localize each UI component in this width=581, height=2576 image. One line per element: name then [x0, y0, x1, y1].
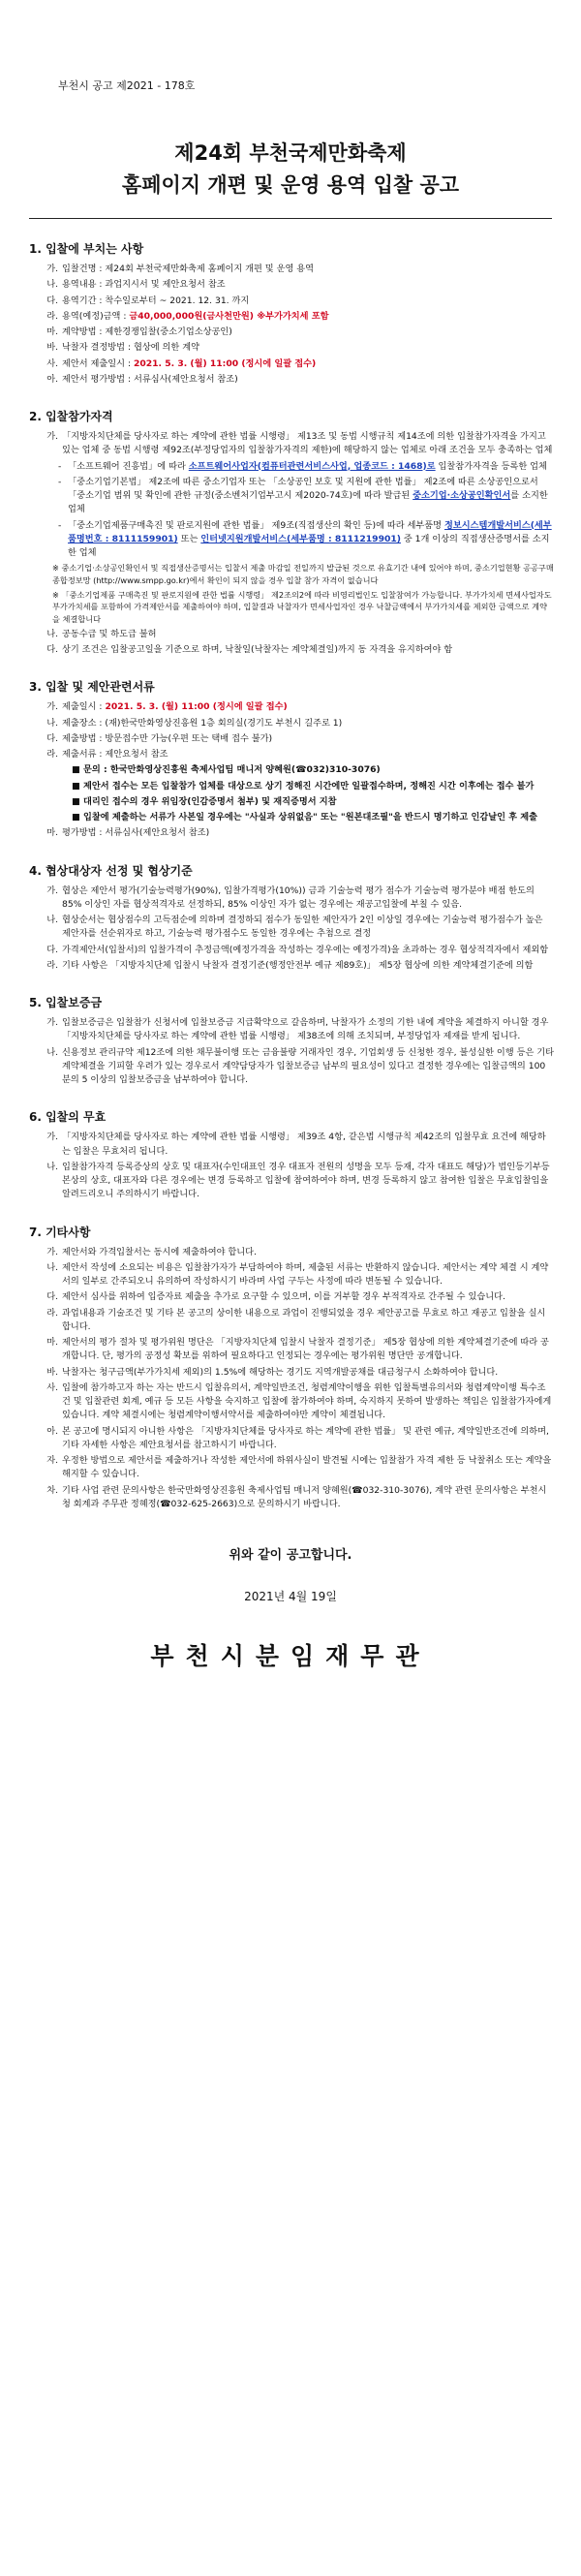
list-item: 나. 협상순서는 협상점수의 고득점순에 의하며 결정하되 점수가 동일한 제안자가 2인 이상일 경우에는 기술능력 평가점수가 높은 제안자를 선순위자로 하고, 기술능력 평가점수도 동일한 경우에는 추첨으로 결정: [46, 915, 543, 940]
list-item: 차. 기타 사업 관련 문의사항은 한국만화영상진흥원 축제사업팀 매니저 양혜원(☎032-310-3076), 계약 관련 문의사항은 부천시청 회계과 주무관 정혜정(☎032-625-2663)으로 문의하시기 바랍니다.: [46, 1484, 547, 1509]
list-item: ■ 제안서 접수는 모든 입찰참가 업체를 대상으로 상기 정해진 시간에만 일괄접수하며, 정해진 시간 이후에는 접수 불가: [72, 780, 535, 791]
list-item: 마. 제안서의 평가 절차 및 평가위원 명단은 「지방자치단체 입찰시 낙찰자 결정기준」 제5장 협상에 의한 계약체결기준에 따라 공개합니다. 단, 평가의 공정성 확보를 위하여 필요하다고 인정되는 경우에는 평가위원 명단만 공개합니다.: [46, 1337, 549, 1362]
list-item: 아. 본 공고에 명시되지 아니한 사항은 「지방자치단체를 당사자로 하는 계약에 관한 법률」 및 관련 예규, 계약일반조건에 의하며, 기타 자세한 사항은 제안요청서를 참고하시기 바랍니다.: [46, 1425, 549, 1450]
list-item: 바. 낙찰자는 청구금액(부가가치세 제외)의 1.5%에 해당하는 경기도 지역개발공채를 대금청구시 소화하여야 합니다.: [46, 1366, 499, 1378]
notice-date: 2021년 4월 19일: [244, 1590, 337, 1604]
list-item: 가. 입찰건명 : 제24회 부천국제만화축제 홈페이지 개편 및 운영 용역: [46, 264, 315, 275]
list-item: ■ 문의 : 한국만화영상진흥원 축제사업팀 매니저 양혜원(☎032)310-3076): [72, 764, 381, 776]
list-item: 사. 입찰에 참가하고자 하는 자는 반드시 입찰유의서, 계약일반조건, 청렴계약이행을 위한 입찰특별유의서와 청렴계약이행 특수조건 및 입찰관련 회계, 예규 등 모든 사항을 숙지하고 입찰에 참가하여야 하며, 숙지하지 못하여 발생하는 책임은 입찰참가자에게 있습니다. 계약 체결시에는 청렴계약이행서약서를 제출하여야만 계약이 체결됩니다.: [46, 1381, 552, 1421]
title-line-2: 홈페이지 개편 및 운영 용역 입찰 공고: [121, 172, 460, 197]
list-item: 다. 가격제안서(입찰서)의 입찰가격이 추정금액(예정가격을 작성하는 경우에는 예정가격)을 초과하는 경우 협상적격자에서 제외함: [46, 944, 549, 955]
section-7-heading: 7. 기타사항: [29, 1225, 91, 1239]
list-item: 가. 「지방자치단체를 당사자로 하는 계약에 관한 법률 시행령」 제13조 및 동법 시행규칙 제14조에 의한 입찰참가자격을 가지고 있는 업체 중 동법 시행령 제92조(부정당업자의 입찰참가자격의 제한)에 해당하지 않는 업체로 아래 조건을 모두 충족하는 업체: [46, 431, 553, 456]
list-item: 나. 공동수급 및 하도급 불허: [46, 628, 157, 639]
list-item: 나. 입찰참가자격 등록증상의 상호 및 대표자(수인대표인 경우 대표자 전원의 성명을 모두 등재, 각자 대표도 해당)가 법인등기부등본상의 상호, 대표자와 다른 경우에는 변경 등록하고 입찰에 참여하여야 하며, 변경 등록하지 않고 참여한 입찰은 무효입찰임을 알려드리오니 주의하시기 바랍니다.: [46, 1161, 550, 1200]
list-item: 라. 제출서류 : 제안요청서 참조: [46, 749, 168, 760]
list-item: 다. 용역기간 : 착수일로부터 ~ 2021. 12. 31. 까지: [46, 295, 250, 306]
title-divider: [29, 218, 552, 219]
list-item: 가. 「지방자치단체를 당사자로 하는 계약에 관한 법률 시행령」 제39조 4항, 같은법 시행규칙 제42조의 입찰무효 요건에 해당하는 입찰은 무효처리 됩니다.: [46, 1132, 546, 1157]
section-7-body: [39, 1246, 554, 1512]
section-2-body: [39, 430, 554, 657]
list-item: 가. 제출일시 : 2021. 5. 3. (월) 11:00 (정시에 일괄 접수): [46, 701, 288, 713]
list-item: 가. 입찰보증금은 입찰참가 신청서에 입찰보증금 지급확약으로 갈음하며, 낙찰자가 소정의 기한 내에 계약을 체결하지 아니할 경우 「지방자치단체를 당사자로 하는 계약에 관한 법률 시행령」 제38조에 의해 조치되며, 부정당업자 제재를 받게 됩니다.: [46, 1017, 549, 1042]
list-item: 다. 상기 조건은 입찰공고일을 기준으로 하며, 낙찰일(낙찰자는 계약체결일)까지 동 자격을 유지하여야 함: [46, 644, 453, 656]
list-item: 나. 신용정보 관리규약 제12조에 의한 채무불이행 또는 금융불량 거래자인 경우, 기업회생 등 신청한 경우, 불성실한 이행 등은 기타 계약체결을 기피할 우려가 있는 경우로서 계약담당자가 입찰보증금 납부의 필요성이 있다고 결정한 경우에는 입찰금액의 100분의 5 이상의 입찰보증금을 납부하여야 합니다.: [46, 1046, 555, 1086]
list-item: 바. 낙찰자 결정방법 : 협상에 의한 계약: [46, 342, 199, 354]
section-6-heading: 6. 입찰의 무효: [29, 1110, 107, 1125]
section-1-body: [39, 263, 554, 387]
section-6-body: [39, 1131, 554, 1201]
page-title: [0, 138, 581, 201]
section-3-heading: 3. 입찰 및 제안관련서류: [29, 680, 155, 695]
list-item: 다. 제안서 심사를 위하여 입증자료 제출을 추가로 요구할 수 있으며, 이를 거부할 경우 부적격자로 간주될 수 있습니다.: [46, 1291, 505, 1303]
section-2-heading: 2. 입찰참가자격: [29, 410, 113, 424]
list-item: 나. 제출장소 : (재)한국만화영상진흥원 1층 회의실(경기도 부천시 길주로 1): [46, 717, 343, 729]
list-item: ■ 대리인 접수의 경우 위임장(인감증명서 첨부) 및 재직증명서 지참: [72, 795, 337, 807]
list-item: - 「중소기업제품구매촉진 및 판로지원에 관한 법률」 제9조(직접생산의 확인 등)에 따라 세부품명 정보시스템개발서비스(세부품명번호 : 8111159901) 또는 인터넷지원개발서비스(세부품명 : 8111219901) 중 1개 이상의 직접생산증명서를 소지한 업체: [58, 519, 552, 559]
closing-statement: 위와 같이 공고합니다.: [229, 1548, 352, 1564]
list-item: 마. 평가방법 : 서류심사(제안요청서 참조): [46, 827, 210, 839]
list-item: 자. 우정한 방법으로 제안서를 제출하거나 작성한 제안서에 하위사실이 발견될 시에는 입찰참가 자격 제한 등 낙찰취소 또는 계약을 해지할 수 있습니다.: [46, 1455, 552, 1480]
section-1-heading: 1. 입찰에 부치는 사항: [29, 242, 144, 257]
section-5-heading: 5. 입찰보증금: [29, 996, 103, 1010]
submission-date: 2021. 5. 3. (월) 11:00 (정시에 일괄 접수): [133, 357, 317, 369]
section-4-body: [39, 885, 554, 974]
list-item: 나. 제안서 작성에 소요되는 비용은 입찰참가자가 부담하여야 하며, 제출된 서류는 반환하지 않습니다. 제안서는 계약 체결 시 계약서의 일부로 간주되오니 유의하여 작성하시기 바라며 사업 구두는 사정에 따라 변동될 수 있습니다.: [46, 1261, 549, 1288]
list-item: 라. 기타 사항은 「지방자치단체 입찰시 낙찰자 결정기준(행정안전부 예규 제89호)」 제5장 협상에 의한 계약체결기준에 의함: [46, 959, 534, 971]
notice-number: 부천시 공고 제2021 - 178호: [58, 79, 196, 92]
list-item: 아. 제안서 평가방법 : 서류심사(제안요청서 참조): [46, 373, 238, 385]
list-item: - 「중소기업기본법」 제2조에 따른 중소기업자 또는 「소상공인 보호 및 지원에 관한 법률」 제2조에 따른 소상공인으로서 「중소기업 범위 및 확인에 관한 규정(중소벤처기업부고시 제2020-74호)에 따라 발급된 중소기업·소상공인확인서를 소지한 업체: [58, 476, 548, 515]
section-4-heading: 4. 협상대상자 선정 및 협상기준: [29, 863, 193, 878]
list-item: 사. 제안서 제출일시 : 2021. 5. 3. (월) 11:00 (정시에 일괄 접수): [46, 357, 317, 369]
title-line-1: 제24회 부천국제만화축제: [174, 141, 407, 165]
budget-amount: 금40,000,000원(금사천만원) ※부가가치세 포함: [129, 310, 329, 322]
note: ※ 「중소기업제품 구매촉진 및 판로지원에 관한 법률 시행령」 제2조의2에 따라 비영리법인도 입찰참여가 가능합니다. 부가가치세 면세사업자도 부가가치세를 포함하여 가격제안서를 제출하여야 하며, 입찰결과 낙찰자가 면세사업자인 경우 낙찰금액에서 부가가치세를 제외한 금액으로 계약을 체결합니다: [52, 589, 552, 625]
list-item: 가. 협상은 제안서 평가(기술능력평가(90%), 입찰가격평가(10%)) 금과 기술능력 평가 점수가 기술능력 평가분야 배점 한도의 85% 이상인 자를 협상적격자로 선정하되, 85% 이상인 자가 없는 경우에는 재공고입찰에 부칠 수 있음.: [46, 885, 535, 910]
section-3-body: [39, 700, 554, 840]
list-item: 다. 제출방법 : 방문접수만 가능(우편 또는 택배 접수 불가): [46, 732, 273, 744]
list-item: - 「소프트웨어 진흥법」에 따라 소프트웨어사업자(컴퓨터관련서비스사업, 업종코드 : 1468)로 입찰참가자격을 등록한 업체: [58, 460, 547, 472]
note: ※ 중소기업·소상공인확인서 및 직접생산증명서는 입찰서 제출 마감일 전일까지 발급된 것으로 유효기간 내에 있어야 하며, 중소기업현황 공공구매 종합정보망 (http://www.smpp.go.kr)에서 확인이 되지 않을 경우 입찰 참가 자격이 없습니다: [52, 563, 554, 586]
list-item: 라. 용역(예정)금액 : 금40,000,000원(금사천만원) ※부가가치세 포함: [46, 310, 329, 322]
list-item: ■ 입찰에 제출하는 서류가 사본일 경우에는 "사실과 상위없음" 또는 "원본대조필"을 반드시 명기하고 인감날인 후 제출: [72, 812, 537, 823]
list-item: 가. 제안서와 가격입찰서는 동시에 제출하여야 합니다.: [46, 1246, 257, 1257]
section-5-body: [39, 1016, 554, 1087]
list-item: 마. 계약방법 : 제한경쟁입찰(중소기업소상공인): [46, 326, 232, 338]
issuer-name: 부천시분임재무관: [150, 1642, 431, 1671]
list-item: 나. 용역내용 : 과업지시서 및 제안요청서 참조: [46, 279, 226, 291]
list-item: 라. 과업내용과 기술조건 및 기타 본 공고의 상이한 내용으로 과업이 진행되었을 경우 제안공고를 무효로 하고 재공고 입찰을 실시합니다.: [46, 1307, 546, 1332]
